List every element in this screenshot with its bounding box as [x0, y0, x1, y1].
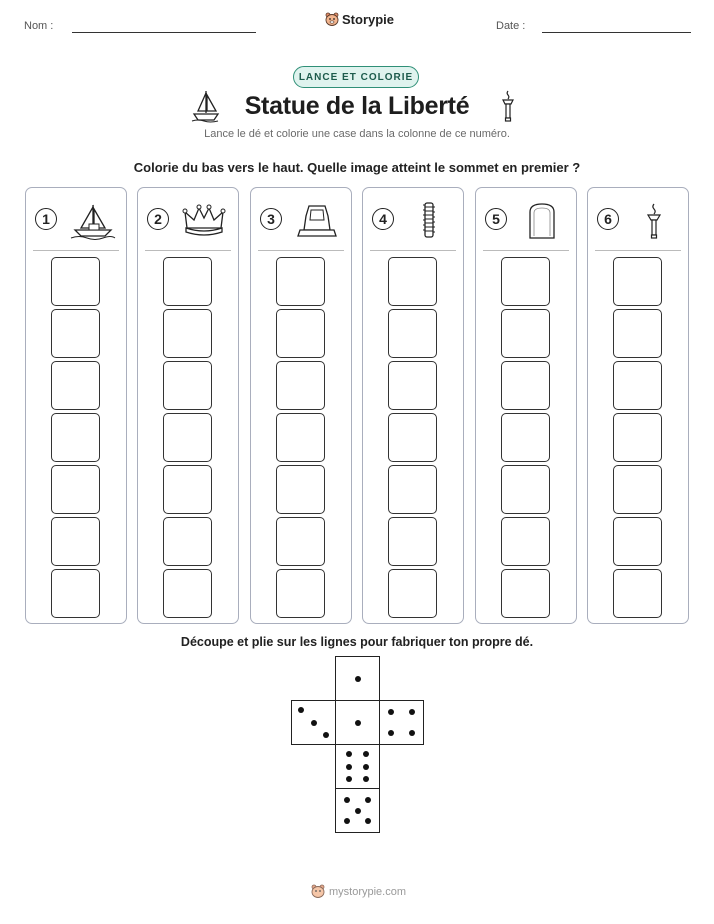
page-title: Statue de la Liberté: [244, 92, 470, 120]
activity-badge: LANCE ET COLORIE: [293, 66, 419, 88]
color-box[interactable]: [613, 413, 662, 462]
die-pip: [363, 751, 369, 757]
pie-mascot-icon: [311, 884, 325, 899]
die-pip: [298, 707, 304, 713]
torch-icon: [629, 202, 679, 240]
sailboat-icon: [67, 202, 117, 240]
footer-url: mystorypie.com: [329, 885, 407, 898]
column-number: 3: [260, 208, 282, 230]
color-box[interactable]: [613, 309, 662, 358]
date-line: [542, 32, 691, 33]
die-pip: [346, 764, 352, 770]
color-box[interactable]: [163, 413, 212, 462]
color-box[interactable]: [501, 413, 550, 462]
crown-icon: [179, 202, 229, 240]
die-face: [379, 700, 424, 745]
name-label: Nom :: [24, 20, 54, 32]
column-header: [260, 202, 343, 240]
column-number: 5: [485, 208, 507, 230]
die-pip: [311, 720, 317, 726]
column-header: [147, 202, 230, 240]
dice-column-5: [475, 187, 577, 624]
column-divider: [258, 250, 344, 251]
pie-mascot-icon: [325, 12, 339, 27]
dice-column-2: [137, 187, 239, 624]
color-box[interactable]: [388, 257, 437, 306]
column-divider: [33, 250, 119, 251]
dice-column-3: [250, 187, 352, 624]
column-number: 2: [147, 208, 169, 230]
column-header: [35, 202, 118, 240]
color-box[interactable]: [613, 257, 662, 306]
color-box[interactable]: [501, 569, 550, 618]
color-box[interactable]: [501, 517, 550, 566]
color-box[interactable]: [276, 517, 325, 566]
color-box[interactable]: [163, 309, 212, 358]
die-pip: [355, 676, 361, 682]
date-label: Date :: [496, 20, 526, 32]
color-box[interactable]: [51, 257, 100, 306]
die-pip: [365, 818, 371, 824]
color-box[interactable]: [163, 569, 212, 618]
brand-name: Storypie: [342, 12, 395, 27]
color-box[interactable]: [163, 517, 212, 566]
color-box[interactable]: [501, 309, 550, 358]
footer: [311, 884, 406, 899]
die-pip: [409, 709, 415, 715]
color-box[interactable]: [276, 413, 325, 462]
color-box[interactable]: [388, 569, 437, 618]
die-pip: [388, 709, 394, 715]
color-box[interactable]: [163, 465, 212, 514]
color-box[interactable]: [276, 361, 325, 410]
die-pip: [365, 797, 371, 803]
color-box[interactable]: [388, 361, 437, 410]
color-box[interactable]: [501, 361, 550, 410]
column-divider: [483, 250, 569, 251]
color-box[interactable]: [388, 465, 437, 514]
die-face: [335, 656, 380, 701]
name-line: [72, 32, 256, 33]
die-pip: [363, 764, 369, 770]
color-box[interactable]: [613, 361, 662, 410]
color-box[interactable]: [276, 257, 325, 306]
die-pip: [355, 720, 361, 726]
die-pip: [409, 730, 415, 736]
torch-icon: [499, 89, 517, 123]
color-box[interactable]: [51, 361, 100, 410]
die-pip: [346, 776, 352, 782]
column-header: [597, 202, 680, 240]
coloring-instruction: Colorie du bas vers le haut. Quelle image atteint le sommet en premier ?: [133, 160, 581, 175]
color-box[interactable]: [613, 465, 662, 514]
column-divider: [370, 250, 456, 251]
color-box[interactable]: [501, 257, 550, 306]
die-face: [291, 700, 336, 745]
color-box[interactable]: [51, 413, 100, 462]
color-box[interactable]: [276, 309, 325, 358]
die-face: [335, 788, 380, 833]
color-box[interactable]: [388, 309, 437, 358]
die-pip: [344, 797, 350, 803]
page-subtitle: Lance le dé et colorie une case dans la colonne de ce numéro.: [204, 128, 510, 140]
column-number: 6: [597, 208, 619, 230]
dice-column-1: [25, 187, 127, 624]
column-header: [485, 202, 568, 240]
color-box[interactable]: [163, 361, 212, 410]
color-box[interactable]: [613, 517, 662, 566]
pedestal-icon: [292, 202, 342, 240]
color-box[interactable]: [51, 309, 100, 358]
color-box[interactable]: [51, 465, 100, 514]
column-divider: [595, 250, 681, 251]
column-number: 1: [35, 208, 57, 230]
die-face: [335, 700, 380, 745]
die-pip: [344, 818, 350, 824]
die-pip: [363, 776, 369, 782]
die-pip: [355, 808, 361, 814]
tablet-icon: [517, 202, 567, 240]
column-icon: [404, 202, 454, 240]
dice-column-4: [362, 187, 464, 624]
die-pip: [323, 732, 329, 738]
column-header: [372, 202, 455, 240]
dice-column-6: [587, 187, 689, 624]
column-number: 4: [372, 208, 394, 230]
color-box[interactable]: [276, 465, 325, 514]
color-box[interactable]: [388, 517, 437, 566]
color-box[interactable]: [51, 517, 100, 566]
color-box[interactable]: [501, 465, 550, 514]
brand-logo: [325, 12, 394, 27]
color-box[interactable]: [613, 569, 662, 618]
die-pip: [346, 751, 352, 757]
color-box[interactable]: [388, 413, 437, 462]
die-pip: [388, 730, 394, 736]
die-face: [335, 744, 380, 789]
color-box[interactable]: [51, 569, 100, 618]
color-box[interactable]: [163, 257, 212, 306]
column-divider: [145, 250, 231, 251]
cut-instruction: Découpe et plie sur les lignes pour fabriquer ton propre dé.: [180, 635, 534, 649]
color-box[interactable]: [276, 569, 325, 618]
